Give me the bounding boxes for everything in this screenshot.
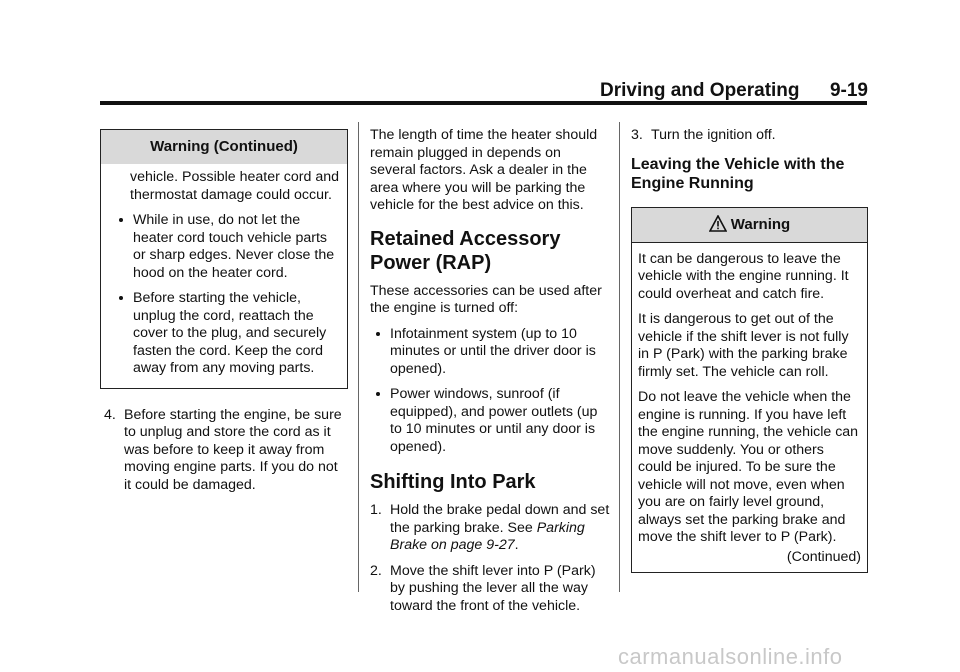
step-1 xyxy=(370,502,610,555)
cross-reference-link[interactable]: Parking Brake on page 9-27 xyxy=(390,519,585,553)
warning-title: Warning xyxy=(730,215,791,233)
column-divider xyxy=(358,122,359,592)
step-4 xyxy=(100,407,348,495)
heater-time-paragraph: The length of time the heater should remain plugged in depends on several factors. Ask a dealer in the area where you will be parking the vehicle for the best advice on this. xyxy=(370,127,598,213)
column-divider xyxy=(619,122,620,592)
rap-bullet: Infotainment system (up to 10 minutes or until the driver door is opened). xyxy=(370,326,610,379)
park-heading: Shifting Into Park xyxy=(370,471,536,493)
column-3 xyxy=(631,127,868,573)
column-1 xyxy=(100,129,348,494)
rap-intro: These accessories can be used after the engine is turned off: xyxy=(370,282,602,316)
step-number: 2. xyxy=(370,562,382,579)
rap-heading: Retained Accessory Power (RAP) xyxy=(370,227,561,274)
warning-bullet: Before starting the vehicle, unplug the cord, reattach the cover to the plug, and securely fasten the cord. Keep the cord away from any moving parts. xyxy=(113,290,339,378)
warning-box-header xyxy=(632,208,867,243)
step-text: Hold the brake pedal down and set the parking brake. See xyxy=(390,502,610,536)
warning-icon xyxy=(709,211,727,245)
page-number: 9-19 xyxy=(829,80,868,101)
warning-body xyxy=(632,243,867,573)
step-number: 3. xyxy=(631,127,643,143)
step-number: 4. xyxy=(104,406,116,423)
watermark: carmanualsonline.info xyxy=(618,644,843,669)
warning-paragraph: It is dangerous to get out of the vehicle if the shift lever is not fully in P (Park) with the parking brake firmly set. The vehicle can roll. xyxy=(638,311,849,380)
warning-paragraph: Do not leave the vehicle when the engine is running. If you have left the engine running, the vehicle can move suddenly. You or others could be injured. To be sure the vehicle will not move, even when you are on fairly level ground, always set the parking brake and move the shift lever to P (Park). xyxy=(638,389,859,545)
warning-continued-box xyxy=(100,129,348,389)
warning-box-paragraph: vehicle. Possible heater cord and thermostat damage could occur. xyxy=(130,169,339,203)
step-2 xyxy=(370,563,610,616)
step-text-end: . xyxy=(514,537,519,553)
rap-bullet: Power windows, sunroof (if equipped), and power outlets (up to 10 minutes or until any door is opened). xyxy=(370,386,610,456)
page-header xyxy=(600,80,868,102)
column-2 xyxy=(370,127,610,615)
step-3 xyxy=(631,127,868,145)
warning-bullet: While in use, do not let the heater cord touch vehicle parts or sharp edges. Never close the hood on the heater cord. xyxy=(113,212,339,282)
step-text: Move the shift lever into P (Park) by pushing the lever all the way toward the front of the vehicle. xyxy=(390,562,596,614)
header-rule xyxy=(100,101,867,105)
step-number: 1. xyxy=(370,502,382,518)
leaving-vehicle-heading: Leaving the Vehicle with the Engine Running xyxy=(631,155,845,192)
step-text: Turn the ignition off. xyxy=(651,127,776,143)
warning-box-body xyxy=(101,164,347,388)
section-title: Driving and Operating xyxy=(600,80,800,101)
continued-note: (Continued) xyxy=(786,548,861,565)
step-text: Before starting the engine, be sure to unplug and store the cord as it was before to keep it away from moving engine parts. If you do not it could be damaged. xyxy=(124,406,342,493)
warning-box xyxy=(631,207,868,574)
warning-paragraph: It can be dangerous to leave the vehicle with the engine running. It could overheat and catch fire. xyxy=(638,250,849,302)
warning-box-title: Warning (Continued) xyxy=(101,130,347,164)
